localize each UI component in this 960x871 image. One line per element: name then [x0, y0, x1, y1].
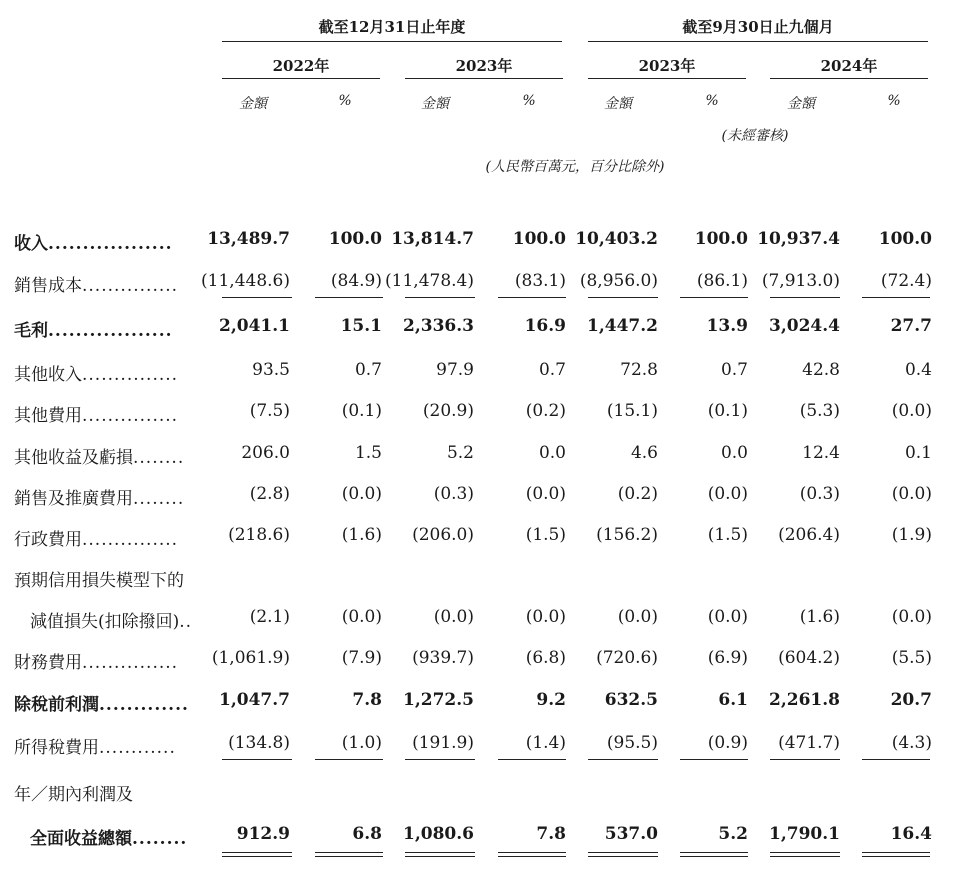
table-cell: 7.8 [352, 690, 382, 710]
table-cell: 1,080.6 [403, 824, 474, 844]
subtotal-rule [770, 852, 840, 853]
table-cell: (0.0) [341, 484, 382, 504]
subtotal-rule [222, 297, 292, 298]
table-cell: 72.8 [620, 360, 658, 380]
table-cell: (8,956.0) [579, 271, 658, 291]
table-cell: 10,403.2 [575, 229, 658, 249]
table-cell: 20.7 [890, 690, 932, 710]
row-label-text: 所得稅費用 [14, 738, 99, 758]
subtotal-rule [588, 297, 658, 298]
leader-dots: ........ [133, 489, 185, 509]
table-cell: (1.6) [799, 607, 840, 627]
row-label [14, 360, 178, 385]
amount-column-label: 金額 [787, 96, 815, 112]
table-cell: (0.3) [799, 484, 840, 504]
total-double-rule [680, 856, 748, 857]
table-cell: (206.4) [778, 525, 840, 545]
leader-dots: ............ [99, 738, 176, 758]
row-label-text: 年／期內利潤及 [14, 785, 133, 805]
subtotal-rule [680, 759, 748, 760]
table-cell: (7.5) [249, 401, 290, 421]
header-year: 2023年 [455, 57, 513, 75]
subtotal-rule [222, 852, 292, 853]
table-cell: (1.5) [707, 525, 748, 545]
leader-dots: ............... [82, 653, 179, 673]
percent-column-label: % [338, 93, 352, 109]
total-double-rule [862, 856, 930, 857]
table-cell: (6.8) [525, 648, 566, 668]
row-label-text: 行政費用 [14, 530, 82, 550]
table-cell: (0.0) [707, 607, 748, 627]
table-cell: (2.8) [249, 484, 290, 504]
table-cell: 0.7 [538, 360, 566, 380]
header-group-rule [588, 41, 928, 42]
table-cell: (156.2) [596, 525, 658, 545]
row-label-text: 減值損失(扣除撥回) [30, 612, 180, 632]
table-cell: 1.5 [354, 443, 382, 463]
amount-column-label: 金額 [421, 96, 449, 112]
subtotal-rule [862, 852, 930, 853]
table-cell: (604.2) [778, 648, 840, 668]
percent-column-label: % [522, 93, 536, 109]
leader-dots: .................. [48, 321, 173, 341]
table-cell: (15.1) [606, 401, 658, 421]
table-cell: 100.0 [694, 229, 748, 249]
table-cell: (720.6) [596, 648, 658, 668]
table-cell: (0.0) [341, 607, 382, 627]
header-year: 2022年 [272, 57, 330, 75]
table-cell: (0.0) [891, 607, 932, 627]
leader-dots: ............... [82, 276, 179, 296]
row-label-text: 銷售成本 [14, 276, 82, 296]
leader-dots: .................. [48, 234, 173, 254]
table-cell: (0.2) [525, 401, 566, 421]
table-cell: 9.2 [536, 690, 566, 710]
table-cell: 3,024.4 [769, 316, 840, 336]
row-label-text: 銷售及推廣費用 [14, 489, 133, 509]
subtotal-rule [315, 297, 383, 298]
row-label-text: 其他費用 [14, 406, 82, 426]
percent-column-label: % [705, 93, 719, 109]
table-cell: (0.1) [707, 401, 748, 421]
table-cell: (1.9) [891, 525, 932, 545]
table-cell: 2,261.8 [769, 690, 840, 710]
table-cell: (84.9) [330, 271, 382, 291]
total-double-rule [315, 856, 383, 857]
subtotal-rule [862, 297, 930, 298]
table-cell: (20.9) [422, 401, 474, 421]
subtotal-rule [222, 759, 292, 760]
table-cell: 6.8 [352, 824, 382, 844]
table-cell: (0.0) [707, 484, 748, 504]
subtotal-rule [498, 852, 566, 853]
row-label [14, 271, 178, 296]
table-cell: (0.3) [433, 484, 474, 504]
total-double-rule [498, 856, 566, 857]
table-cell: 13,489.7 [207, 229, 290, 249]
subtotal-rule [588, 852, 658, 853]
table-cell: 27.7 [890, 316, 932, 336]
table-cell: (5.5) [891, 648, 932, 668]
leader-dots: ........ [133, 448, 185, 468]
table-cell: 632.5 [604, 690, 658, 710]
table-cell: (471.7) [778, 733, 840, 753]
table-cell: 16.4 [890, 824, 932, 844]
row-label-text: 全面收益總額 [30, 829, 132, 849]
total-double-rule [405, 856, 475, 857]
table-cell: (0.2) [617, 484, 658, 504]
table-cell: (939.7) [412, 648, 474, 668]
table-cell: 5.2 [446, 443, 474, 463]
currency-note: (人民幣百萬元，百分比除外) [485, 159, 665, 175]
subtotal-rule [405, 297, 475, 298]
table-cell: 97.9 [436, 360, 474, 380]
row-label [14, 566, 184, 591]
leader-dots: ............... [82, 365, 179, 385]
subtotal-rule [588, 759, 658, 760]
row-label [14, 525, 178, 550]
total-double-rule [770, 856, 840, 857]
table-cell: 13.9 [706, 316, 748, 336]
row-label [14, 316, 173, 341]
table-cell: (95.5) [606, 733, 658, 753]
leader-dots: ............. [99, 695, 189, 715]
table-cell: 0.0 [538, 443, 566, 463]
subtotal-rule [498, 759, 566, 760]
header-year-rule [588, 78, 746, 79]
table-cell: 0.7 [354, 360, 382, 380]
table-cell: 100.0 [512, 229, 566, 249]
row-label [14, 401, 178, 426]
subtotal-rule [315, 852, 383, 853]
table-cell: (1.0) [341, 733, 382, 753]
unaudited-note: (未經審核) [721, 128, 789, 144]
row-label [14, 443, 184, 468]
table-cell: (1.6) [341, 525, 382, 545]
table-cell: (6.9) [707, 648, 748, 668]
row-label [14, 484, 184, 509]
header-year: 2024年 [820, 57, 878, 75]
table-cell: 100.0 [878, 229, 932, 249]
table-cell: 0.0 [720, 443, 748, 463]
table-cell: (0.0) [525, 484, 566, 504]
table-cell: (134.8) [228, 733, 290, 753]
table-cell: 100.0 [328, 229, 382, 249]
subtotal-rule [680, 852, 748, 853]
table-cell: 42.8 [802, 360, 840, 380]
amount-column-label: 金額 [604, 96, 632, 112]
table-cell: (86.1) [696, 271, 748, 291]
header-year: 2023年 [638, 57, 696, 75]
leader-dots: ............... [82, 530, 179, 550]
table-cell: (206.0) [412, 525, 474, 545]
table-cell: (218.6) [228, 525, 290, 545]
subtotal-rule [405, 759, 475, 760]
table-cell: (7.9) [341, 648, 382, 668]
row-label [14, 690, 189, 715]
subtotal-rule [770, 759, 840, 760]
total-double-rule [588, 856, 658, 857]
subtotal-rule [770, 297, 840, 298]
table-cell: 15.1 [340, 316, 382, 336]
table-cell: 6.1 [718, 690, 748, 710]
table-cell: 10,937.4 [757, 229, 840, 249]
row-label [30, 607, 192, 632]
table-cell: 7.8 [536, 824, 566, 844]
table-cell: 5.2 [718, 824, 748, 844]
table-cell: 912.9 [236, 824, 290, 844]
row-label-text: 其他收益及虧損 [14, 448, 133, 468]
table-cell: (191.9) [412, 733, 474, 753]
table-cell: (0.0) [891, 484, 932, 504]
table-cell: (0.0) [891, 401, 932, 421]
table-cell: (1.4) [525, 733, 566, 753]
table-cell: (1,061.9) [211, 648, 290, 668]
table-cell: 206.0 [241, 443, 290, 463]
table-cell: 0.1 [904, 443, 932, 463]
row-label [14, 648, 178, 673]
table-cell: 4.6 [630, 443, 658, 463]
table-cell: (0.1) [341, 401, 382, 421]
row-label [14, 733, 176, 758]
table-cell: (7,913.0) [761, 271, 840, 291]
table-cell: (0.0) [525, 607, 566, 627]
leader-dots: .. [179, 612, 193, 632]
table-cell: (11,448.6) [201, 271, 290, 291]
table-cell: (0.9) [707, 733, 748, 753]
table-cell: (83.1) [514, 271, 566, 291]
row-label-text: 收入 [14, 234, 48, 254]
header-year-rule [770, 78, 928, 79]
table-cell: 0.7 [720, 360, 748, 380]
row-label [14, 780, 133, 805]
table-cell: 16.9 [524, 316, 566, 336]
table-cell: (72.4) [880, 271, 932, 291]
table-cell: 0.4 [904, 360, 932, 380]
row-label-text: 其他收入 [14, 365, 82, 385]
table-cell: 2,336.3 [403, 316, 474, 336]
table-cell: 1,272.5 [403, 690, 474, 710]
table-cell: 537.0 [604, 824, 658, 844]
table-cell: 1,447.2 [587, 316, 658, 336]
header-year-rule [405, 78, 563, 79]
amount-column-label: 金額 [239, 96, 267, 112]
percent-column-label: % [887, 93, 901, 109]
table-cell: (1.5) [525, 525, 566, 545]
subtotal-rule [862, 759, 930, 760]
row-label-text: 財務費用 [14, 653, 82, 673]
row-label [30, 824, 187, 849]
row-label-text: 除稅前利潤 [14, 695, 99, 715]
total-double-rule [222, 856, 292, 857]
table-cell: (2.1) [249, 607, 290, 627]
header-group-rule [222, 41, 562, 42]
row-label-text: 毛利 [14, 321, 48, 341]
table-cell: 13,814.7 [391, 229, 474, 249]
table-cell: (0.0) [433, 607, 474, 627]
header-group-nine-months: 截至9月30日止九個月 [682, 18, 834, 36]
table-cell: 12.4 [802, 443, 840, 463]
header-group-annual: 截至12月31日止年度 [318, 18, 466, 36]
table-cell: 1,790.1 [769, 824, 840, 844]
table-cell: (0.0) [617, 607, 658, 627]
subtotal-rule [315, 759, 383, 760]
leader-dots: ............... [82, 406, 179, 426]
table-cell: 93.5 [252, 360, 290, 380]
table-cell: 1,047.7 [219, 690, 290, 710]
table-cell: (11,478.4) [385, 271, 474, 291]
header-year-rule [222, 78, 380, 79]
table-cell: (5.3) [799, 401, 840, 421]
subtotal-rule [498, 297, 566, 298]
row-label [14, 229, 173, 254]
subtotal-rule [680, 297, 748, 298]
table-cell: (4.3) [891, 733, 932, 753]
leader-dots: ........ [132, 829, 188, 849]
table-cell: 2,041.1 [219, 316, 290, 336]
subtotal-rule [405, 852, 475, 853]
row-label-text: 預期信用損失模型下的 [14, 571, 184, 591]
